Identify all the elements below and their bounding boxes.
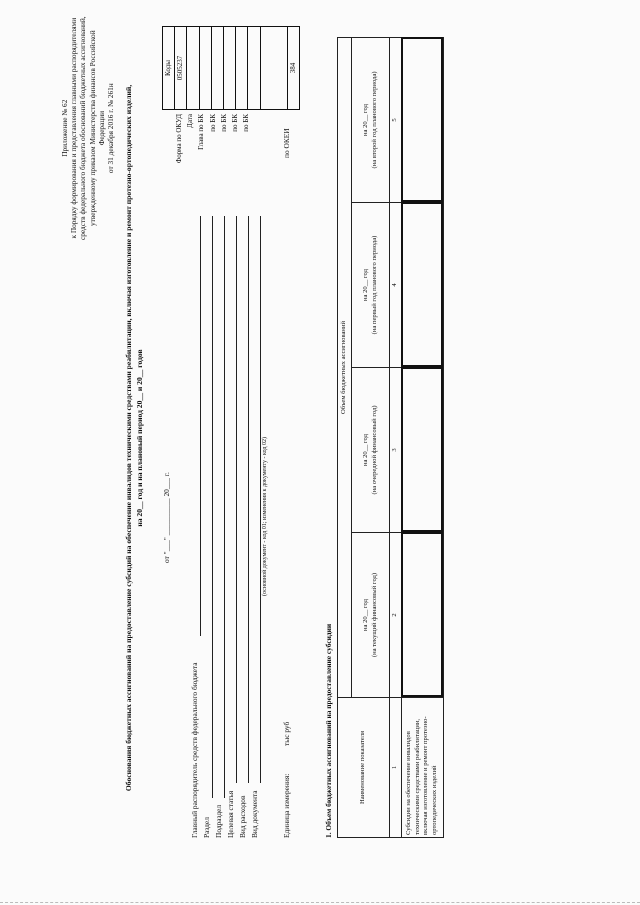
year-label: на 20__ год xyxy=(362,434,369,466)
fill-line xyxy=(260,216,261,783)
appendix-line: от 31 декабря 2016 г. № 261н xyxy=(106,83,116,174)
code-chapter[interactable] xyxy=(200,27,212,109)
code-label: по БК xyxy=(242,114,251,132)
appendix-line: к Порядку формирования и представления главными распорядителями xyxy=(69,17,79,239)
value-cell[interactable] xyxy=(401,37,443,202)
year-label: на 20__ год xyxy=(362,269,369,301)
fill-line xyxy=(212,216,213,798)
year-header xyxy=(352,37,390,202)
col-number: 5 xyxy=(390,37,402,202)
code-label: по БК xyxy=(208,114,217,132)
codes-box xyxy=(162,26,300,110)
document-title: Обоснования бюджетных ассигнований на предоставление субсидий на обеспечение инвалидов техническими средствами реабилитации, включая изготовление и ремонт протезно-ортопедических изделий, xyxy=(124,84,133,792)
appendix-line: средств федерального бюджета обоснований бюджетных ассигнований, xyxy=(78,16,88,240)
value-cell[interactable] xyxy=(401,368,443,533)
appendix-line: Федерации xyxy=(96,110,106,146)
year-sub: (на текущий финансовый год) xyxy=(370,572,378,658)
label-expense-type: Вид расходов xyxy=(238,795,247,838)
year-sub: (на второй год планового периода) xyxy=(370,71,378,169)
scan-edge-line xyxy=(0,902,640,903)
code-label: Глава по БК xyxy=(197,114,206,150)
col-name-header: Наименование показателя xyxy=(338,698,390,838)
code-doc-type[interactable] xyxy=(261,27,288,109)
appendix-note xyxy=(60,16,115,240)
year-header xyxy=(352,533,390,698)
document-subtitle: на 20__ год и на плановый период 20__ и 20__ годов xyxy=(135,349,144,527)
code-okud[interactable]: 0505237 xyxy=(175,27,187,109)
value-cell[interactable] xyxy=(401,533,443,698)
group-header: Объем бюджетных ассигнований xyxy=(338,37,352,697)
code-okei: 384 xyxy=(288,62,297,74)
year-header xyxy=(352,368,390,533)
code-label: по БК xyxy=(231,114,240,132)
code-label: по БК xyxy=(219,114,228,132)
document-page xyxy=(50,0,580,858)
code-label: Дата xyxy=(186,114,195,128)
col-number: 1 xyxy=(390,698,402,838)
value-cell[interactable] xyxy=(401,203,443,368)
codes-header: Коды xyxy=(163,27,175,109)
code-label: Форма по ОКУД xyxy=(175,114,183,164)
units-value: тыс руб xyxy=(282,721,291,746)
year-header xyxy=(352,203,390,368)
row-label: Субсидии на обеспечение инвалидов техническими средствами реабилитации, включая изготовление и ремонт протезно-ортопедических изделий xyxy=(401,698,443,838)
code-target[interactable] xyxy=(236,27,248,109)
date-line: от "___" __________ 20___ г. xyxy=(162,472,171,563)
label-section: Раздел xyxy=(202,817,211,838)
units-label: Единица измерения: xyxy=(282,773,291,838)
col-number: 2 xyxy=(390,533,402,698)
okei-label: по ОКЕИ xyxy=(282,128,291,158)
fill-line xyxy=(248,216,249,783)
fill-line xyxy=(236,216,237,783)
document-type-note: (основной документ - код 01; изменения к документу - код 02) xyxy=(262,437,268,596)
code-labels xyxy=(174,114,252,206)
year-sub: (на первый год планового периода) xyxy=(370,235,378,335)
fill-line xyxy=(224,216,225,798)
code-expense[interactable] xyxy=(248,27,260,109)
year-label: на 20__ год xyxy=(362,599,369,631)
fill-line xyxy=(200,216,201,636)
year-sub: (на очередной финансовый год) xyxy=(370,405,378,495)
label-target-article: Целевая статья xyxy=(226,790,235,838)
appendix-line: утвержденному приказом Министерства финансов Российской xyxy=(87,30,97,226)
code-subsection[interactable] xyxy=(224,27,236,109)
code-section[interactable] xyxy=(212,27,224,109)
label-document-type: Вид документа xyxy=(250,790,259,838)
col-number: 3 xyxy=(390,368,402,533)
section-heading: 1. Объем бюджетных ассигнований на предоставление субсидии xyxy=(324,623,333,838)
label-chief-manager: Главный распорядитель средств федерального бюджета xyxy=(190,662,199,838)
code-date[interactable] xyxy=(187,27,199,109)
budget-table xyxy=(337,37,444,838)
col-number: 4 xyxy=(390,203,402,368)
year-label: на 20__ год xyxy=(362,104,369,136)
appendix-line: Приложение № 62 xyxy=(60,99,69,157)
label-subsection: Подраздел xyxy=(214,804,223,838)
